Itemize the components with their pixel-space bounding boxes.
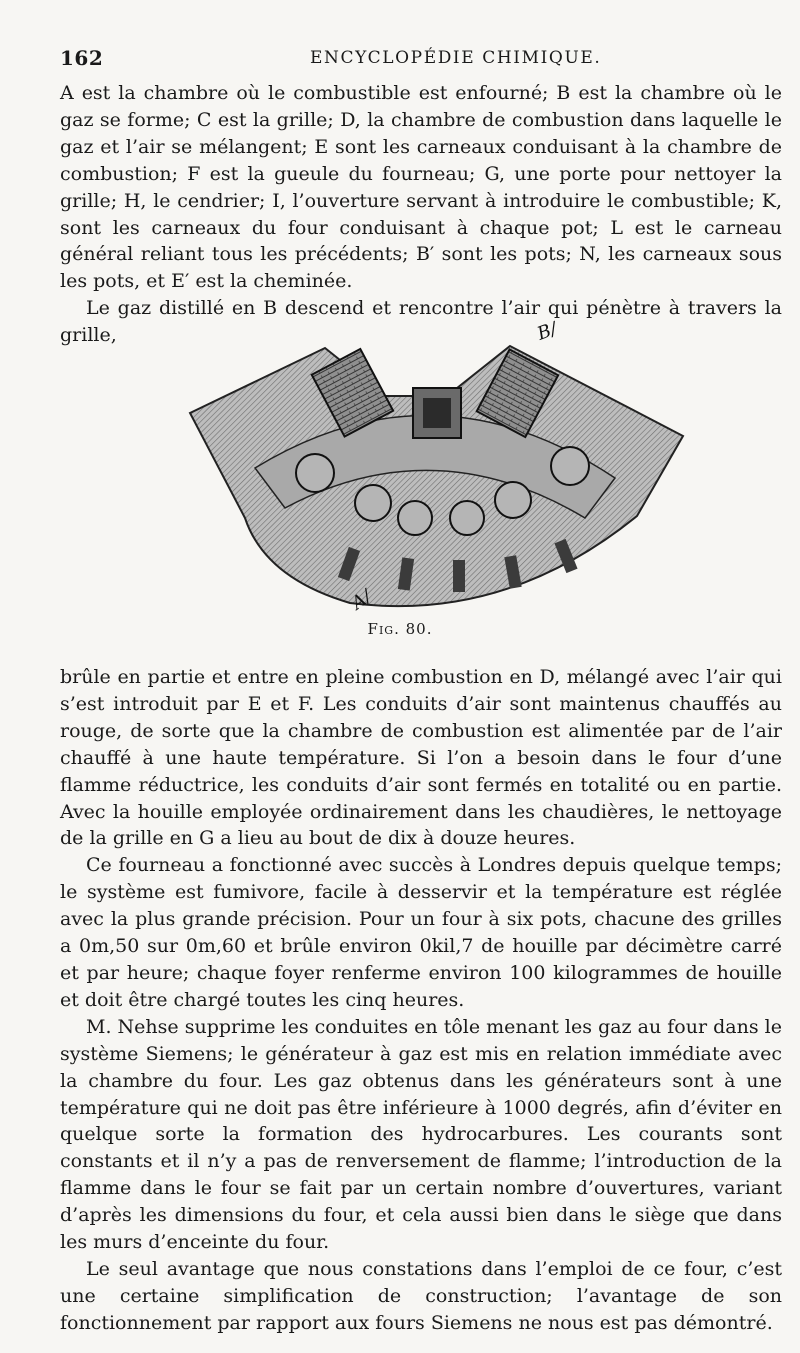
page-number: 162: [60, 46, 104, 70]
paragraph: Le gaz distillé en B descend et rencontre l’air qui pénètre à travers la grille,: [60, 297, 782, 347]
pot: [450, 501, 484, 535]
section-mark-a: A/: [347, 585, 376, 615]
flue-port: [453, 560, 465, 592]
paragraph: brûle en partie et entre en pleine combustion en D, mélangé avec l’air qui s’est introduit par E et F. Les conduits d’air sont maintenus chauffés au rouge, de sorte que la chambre de combustion est alimentée par de l’air chauffé à une haute température. Si l’on a besoin dans le four d’une flamme réductrice, les conduits d’air sont fermés en totalité ou en partie. Avec la houille employée ordinairement dans les chaudières, le nettoyage de la grille en G a lieu au bout de dix à douze heures.: [60, 666, 782, 850]
furnace-plan-illustration: [185, 318, 690, 628]
pot: [398, 501, 432, 535]
paragraph: M. Nehse supprime les conduites en tôle menant les gaz au four dans le système Siemens; le générateur à gaz est mis en relation immédiate avec la chambre du four. Les gaz obtenus dans les générateurs sont à une température qui ne doit pas être inférieure à 1000 degrés, afin d’éviter en quelque sorte la formation des hydrocarbures. Les courants sont constants et il n’y a pas de renversement de flamme; l’introduction de la flamme dans le four se fait par un certain nombre d’ouvertures, variant d’après les dimensions du four, et cela aussi bien dans le siège que dans les murs d’enceinte du four.: [60, 1015, 782, 1254]
paragraph: A est la chambre où le combustible est enfourné; B est la chambre où le gaz se forme; C est la grille; D, la chambre de combustion dans laquelle le gaz et l’air se mélangent; E sont les carneaux conduisant à la chambre de combustion; F est la gueule du fourneau; G, une porte pour nettoyer la grille; H, le cendrier; I, l’ouverture servant à introduire le combustible; K, sont les carneaux du four conduisant à chaque pot; L est le carneau général reliant tous les précédents; B′ sont les pots; N, les carneaux sous les pots, et E′ est la cheminée.: [60, 82, 782, 293]
text-block-top: [60, 80, 782, 349]
text-block-bottom: [60, 664, 782, 1337]
paragraph: Ce fourneau a fonctionné avec succès à Londres depuis quelque temps; le système est fumivore, facile à desservir et la température est réglée avec la plus grande précision. Pour un four à six pots, chacune des grilles a 0m,50 sur 0m,60 et brûle environ 0kil,7 de houille par décimètre carré et par heure; chaque foyer renferme environ 100 kilogrammes de houille et doit être chargé toutes les cinq heures.: [60, 854, 782, 1011]
running-head: [60, 46, 780, 70]
figure-label: Fig. 80.: [367, 620, 433, 638]
furnace-plan-figure: [185, 318, 690, 628]
figure-caption: [0, 620, 800, 638]
pot: [296, 454, 334, 492]
pot: [495, 482, 531, 518]
pot: [551, 447, 589, 485]
paragraph: Le seul avantage que nous constations dans l’emploi de ce four, c’est une certaine simplification de construction; l’avantage de son fonctionnement par rapport aux fours Siemens ne nous est pas démontré.: [60, 1257, 782, 1334]
pot: [355, 485, 391, 521]
running-title: ENCYCLOPÉDIE CHIMIQUE.: [310, 48, 602, 68]
section-mark-b: B/: [534, 318, 560, 345]
